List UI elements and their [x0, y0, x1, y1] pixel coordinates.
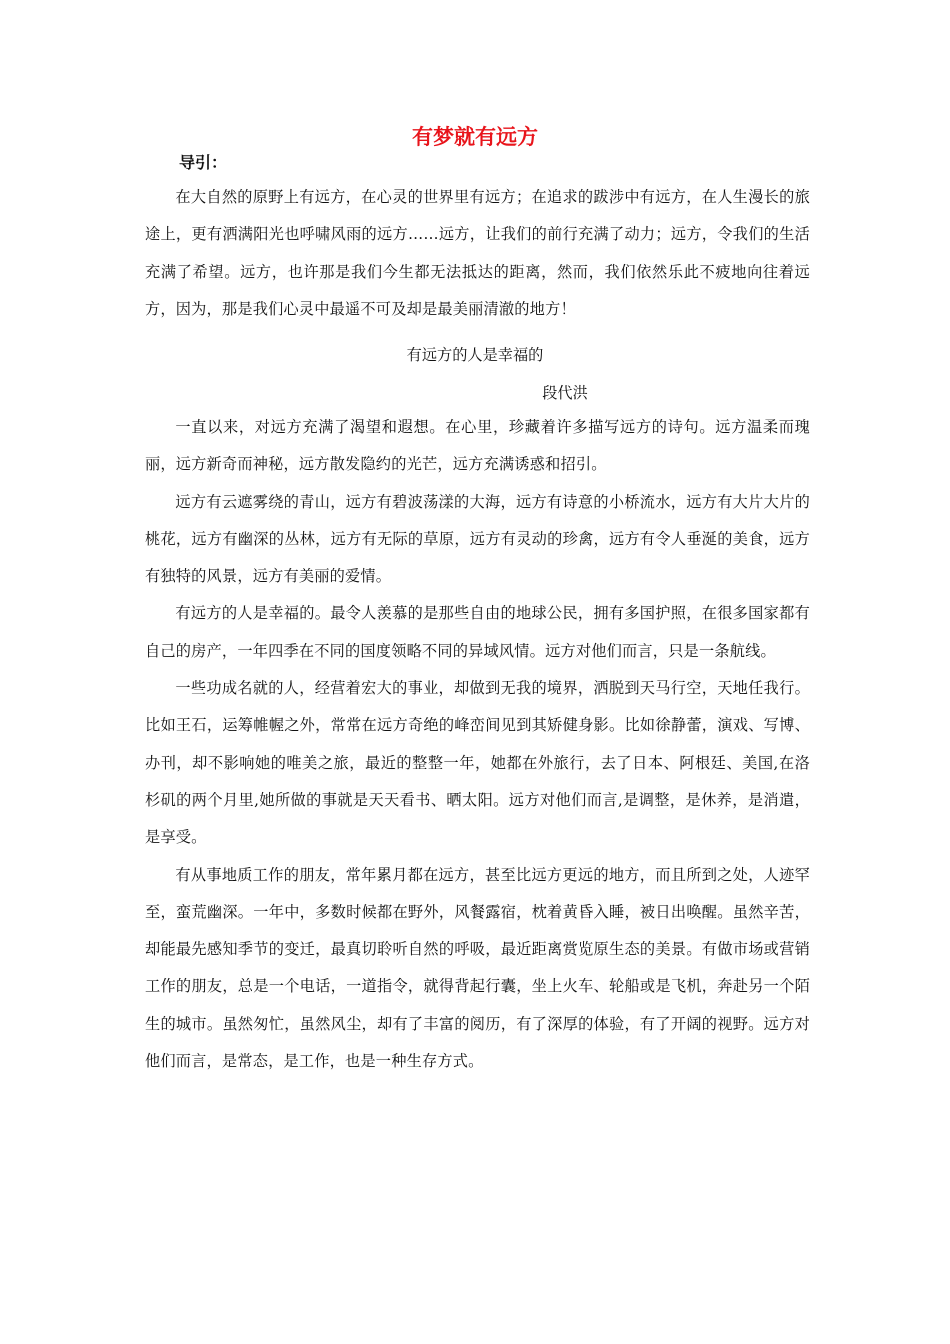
document-title: 有梦就有远方 [412, 125, 538, 149]
article-author: 段代洪 [542, 384, 588, 402]
paragraph: 远方有云遮雾绕的青山，远方有碧波荡漾的大海，远方有诗意的小桥流水，远方有大片大片的桃花，远方有幽深的丛林，远方有无际的草原，远方有灵动的珍禽，远方有令人垂涎的美食，远方有独特的风景，远方有美丽的爱情。 [145, 492, 810, 586]
intro-paragraph-text: 在大自然的原野上有远方，在心灵的世界里有远方；在追求的跋涉中有远方，在人生漫长的旅途上，更有洒满阳光也呼啸风雨的远方……远方，让我们的前行充满了动力；远方，令我们的生活充满了希望。远方，也许那是我们今生都无法抵达的距离，然而，我们依然乐此不疲地向往着远方，因为，那是我们心灵中最遥不可及却是最美丽清澈的地方！ [145, 188, 810, 318]
paragraph: 一些功成名就的人，经营着宏大的事业，却做到无我的境界，洒脱到天马行空，天地任我行。比如王石，运筹帷幄之外，常常在远方奇绝的峰峦间见到其矫健身影。比如徐静蕾，演戏、写博、办刊，却不影响她的唯美之旅，最近的整整一年，她都在外旅行，去了日本、阿根廷、美国,在洛杉矶的两个月里,她所做的事就是天天看书、晒太阳。远方对他们而言,是调整，是休养，是消遣，是享受。 [145, 679, 810, 847]
paragraph: 有从事地质工作的朋友，常年累月都在远方，甚至比远方更远的地方，而且所到之处，人迹罕至，蛮荒幽深。一年中，多数时候都在野外，风餐露宿，枕着黄昏入睡，被日出唤醒。虽然辛苦，却能最先感知季节的变迁，最真切聆听自然的呼吸，最近距离赏览原生态的美景。有做市场或营销工作的朋友，总是一个电话，一道指令，就得背起行囊，坐上火车、轮船或是飞机，奔赴另一个陌生的城市。虽然匆忙，虽然风尘，却有了丰富的阅历，有了深厚的体验，有了开阔的视野。远方对他们而言，是常态，是工作，也是一种生存方式。 [145, 865, 810, 1071]
paragraph: 有远方的人是幸福的。最令人羡慕的是那些自由的地球公民，拥有多国护照，在很多国家都有自己的房产，一年四季在不同的国度领略不同的异域风情。远方对他们而言，只是一条航线。 [145, 604, 810, 660]
article-body [145, 409, 810, 1080]
article-title: 有远方的人是幸福的 [406, 346, 544, 364]
intro-label: 导引： [179, 153, 228, 172]
intro-paragraph [145, 179, 810, 328]
paragraph: 一直以来，对远方充满了渴望和遐想。在心里，珍藏着许多描写远方的诗句。远方温柔而瑰丽，远方新奇而神秘，远方散发隐约的光芒，远方充满诱惑和招引。 [145, 418, 810, 474]
